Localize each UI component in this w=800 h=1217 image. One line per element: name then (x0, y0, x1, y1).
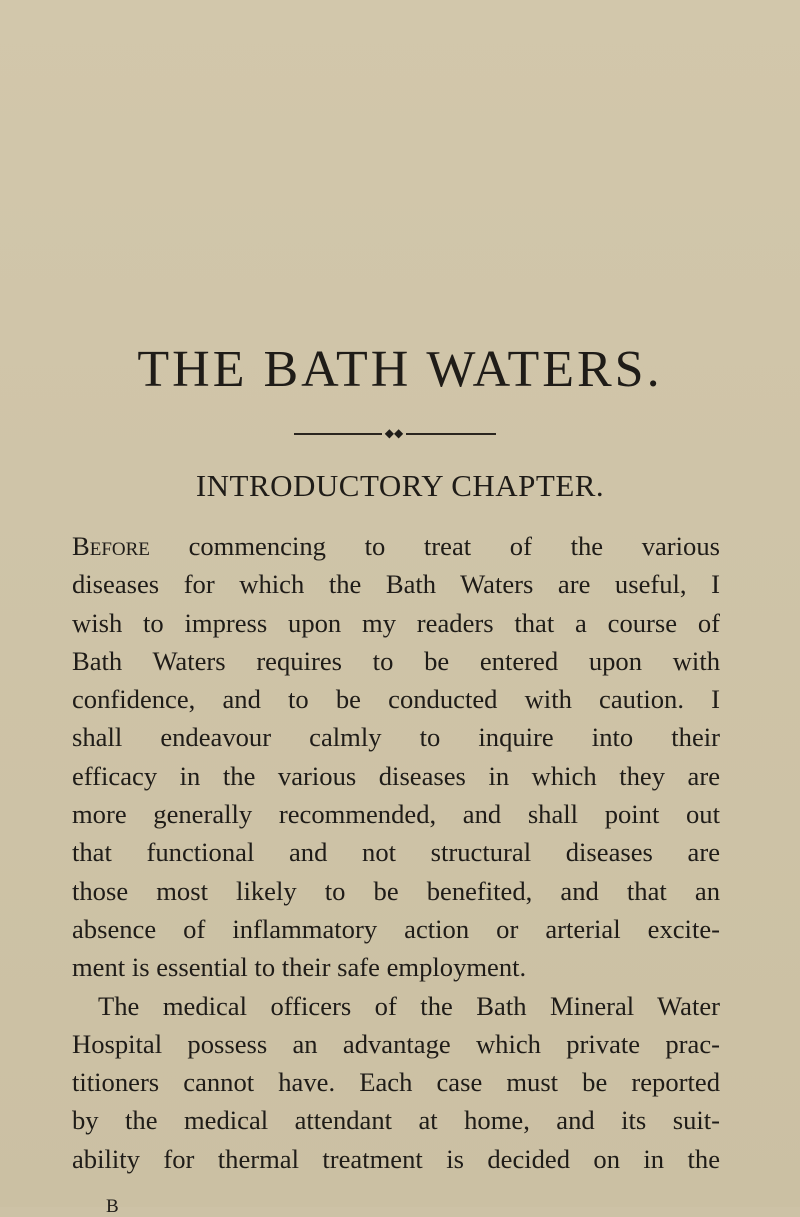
ornament-line-left (294, 433, 382, 435)
opening-word: Before (72, 531, 150, 561)
text-line: ment is essential to their safe employment. (72, 952, 527, 983)
text-line: those most likely to be benefited, and that an (72, 875, 720, 906)
text-line: wish to impress upon my readers that a course of (72, 607, 720, 638)
text-line: Hospital possess an advantage which private prac- (72, 1028, 720, 1059)
text-line: ability for thermal treatment is decided on in the (72, 1143, 720, 1174)
title-ornament-rule (294, 426, 496, 440)
body-text (72, 527, 720, 1178)
ornament-diamonds: ◆◆ (384, 426, 404, 440)
text-line: titioners cannot have. Each case must be reported (72, 1067, 720, 1098)
text-line: Bath Waters requires to be entered upon with (72, 645, 720, 676)
text-line: confidence, and to be conducted with caution. I (72, 684, 720, 715)
text-line: that functional and not structural diseases are (72, 837, 720, 868)
chapter-heading: INTRODUCTORY CHAPTER. (195, 468, 605, 503)
text-line: The medical officers of the Bath Mineral Water (98, 990, 720, 1021)
text-line: more generally recommended, and shall point out (72, 799, 720, 830)
text-line: efficacy in the various diseases in which they are (72, 760, 720, 791)
text-line: Before commencing to treat of the various (72, 531, 720, 561)
text-line: absence of inflammatory action or arterial excite- (72, 913, 720, 944)
text-line: shall endeavour calmly to inquire into their (72, 722, 720, 753)
signature-mark: B (106, 1196, 119, 1217)
page-title: THE BATH WATERS. (137, 341, 663, 398)
ornament-line-right (406, 433, 496, 435)
text-line: by the medical attendant at home, and its suit- (72, 1105, 720, 1136)
text-line: diseases for which the Bath Waters are useful, I (72, 569, 720, 600)
